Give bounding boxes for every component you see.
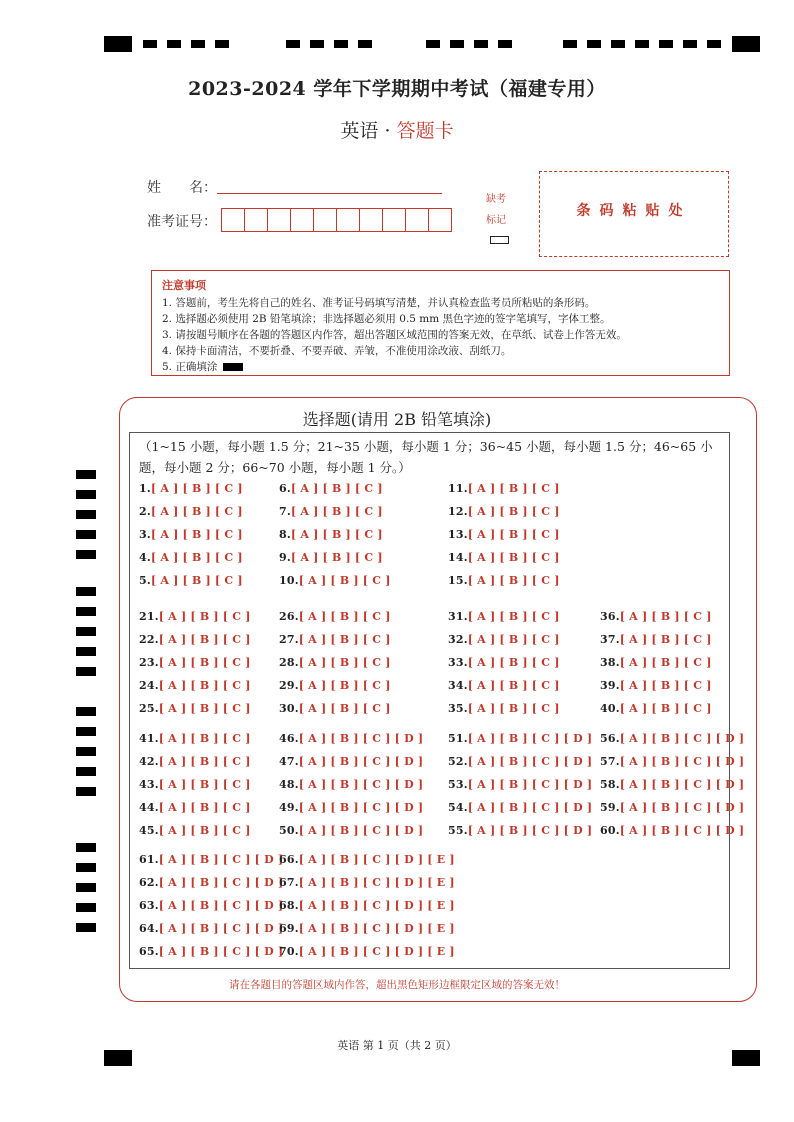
question-number: 14. [448, 551, 468, 564]
exam-id-label: 准考证号： [147, 214, 217, 230]
question-29[interactable] [279, 679, 391, 692]
answer-options[interactable]: [ A ] [ B ] [ C ] [467, 610, 560, 623]
exam-id-digit-box[interactable] [359, 208, 383, 232]
question-number: 29. [279, 679, 299, 692]
question-number: 22. [139, 633, 159, 646]
question-50[interactable] [279, 824, 423, 837]
question-number: 53. [448, 778, 468, 791]
timing-mark [76, 470, 96, 479]
question-25[interactable] [139, 702, 251, 715]
timing-mark [498, 40, 512, 48]
question-number: 45. [139, 824, 159, 837]
question-number: 67. [279, 876, 299, 889]
timing-mark [76, 903, 96, 912]
question-number: 32. [448, 633, 468, 646]
question-number: 6. [279, 482, 291, 495]
question-number: 47. [279, 755, 299, 768]
answer-options[interactable]: [ A ] [ B ] [ C ] [ D ] [ E ] [298, 853, 455, 866]
question-30[interactable] [279, 702, 391, 715]
exam-id-digit-box[interactable] [336, 208, 360, 232]
answer-options[interactable]: [ A ] [ B ] [ C ] [ D ] [298, 824, 424, 837]
absent-label-1: 缺考 [486, 194, 506, 205]
timing-mark [76, 490, 96, 499]
notice-item: 4. 保持卡面清洁，不要折叠、不要弄破、弄皱，不准使用涂改液、刮纸刀。 [162, 345, 512, 357]
exam-id-digit-box[interactable] [313, 208, 337, 232]
answer-options[interactable]: [ A ] [ B ] [ C ] [298, 656, 391, 669]
answer-options[interactable]: [ A ] [ B ] [ C ] [619, 656, 712, 669]
question-number: 24. [139, 679, 159, 692]
answer-options[interactable]: [ A ] [ B ] [ C ] [467, 633, 560, 646]
question-11[interactable] [448, 482, 560, 495]
question-number: 48. [279, 778, 299, 791]
question-number: 49. [279, 801, 299, 814]
answer-options[interactable]: [ A ] [ B ] [ C ] [158, 633, 251, 646]
timing-mark [450, 40, 464, 48]
question-number: 21. [139, 610, 159, 623]
question-5[interactable] [139, 574, 243, 587]
question-47[interactable] [279, 755, 423, 768]
exam-id-digit-box[interactable] [244, 208, 268, 232]
exam-id-digit-box[interactable] [428, 208, 452, 232]
question-number: 3. [139, 528, 151, 541]
question-31[interactable] [448, 610, 560, 623]
question-number: 28. [279, 656, 299, 669]
question-52[interactable] [448, 755, 592, 768]
answer-options[interactable]: [ A ] [ B ] [ C ] [467, 482, 560, 495]
answer-options[interactable]: [ A ] [ B ] [ C ] [158, 755, 251, 768]
exam-id-boxes[interactable] [221, 208, 451, 232]
question-number: 38. [600, 656, 620, 669]
question-number: 30. [279, 702, 299, 715]
notice-item-text: 5. 正确填涂 [162, 361, 218, 373]
question-number: 9. [279, 551, 291, 564]
answer-options[interactable]: [ A ] [ B ] [ C ] [467, 505, 560, 518]
question-57[interactable] [600, 755, 744, 768]
timing-mark [76, 747, 96, 756]
notice-item: 2. 选择题必须使用 2B 铅笔填涂；非选择题必须用 0.5 mm 黑色字迹的签字笔填写，字体工整。 [162, 313, 611, 325]
question-33[interactable] [448, 656, 560, 669]
timing-mark [191, 40, 205, 48]
timing-mark [76, 863, 96, 872]
question-number: 12. [448, 505, 468, 518]
question-35[interactable] [448, 702, 560, 715]
answer-options[interactable]: [ A ] [ B ] [ C ] [ D ] [619, 801, 745, 814]
answer-options[interactable]: [ A ] [ B ] [ C ] [150, 482, 243, 495]
answer-options[interactable]: [ A ] [ B ] [ C ] [ D ] [ E ] [298, 945, 455, 958]
question-66[interactable] [279, 853, 455, 866]
question-number: 23. [139, 656, 159, 669]
timing-mark [563, 40, 577, 48]
question-13[interactable] [448, 528, 560, 541]
answer-options[interactable]: [ A ] [ B ] [ C ] [ D ] [619, 824, 745, 837]
question-2[interactable] [139, 505, 243, 518]
question-54[interactable] [448, 801, 592, 814]
answer-options[interactable]: [ A ] [ B ] [ C ] [298, 633, 391, 646]
question-number: 41. [139, 732, 159, 745]
question-26[interactable] [279, 610, 391, 623]
question-41[interactable] [139, 732, 251, 745]
question-68[interactable] [279, 899, 455, 912]
question-number: 51. [448, 732, 468, 745]
timing-mark [659, 40, 673, 48]
question-49[interactable] [279, 801, 423, 814]
answer-options[interactable]: [ A ] [ B ] [ C ] [467, 574, 560, 587]
answer-options[interactable]: [ A ] [ B ] [ C ] [158, 732, 251, 745]
question-38[interactable] [600, 656, 712, 669]
question-number: 68. [279, 899, 299, 912]
answer-options[interactable]: [ A ] [ B ] [ C ] [ D ] [467, 755, 593, 768]
answer-options[interactable]: [ A ] [ B ] [ C ] [ D ] [467, 801, 593, 814]
timing-mark [76, 530, 96, 539]
answer-options[interactable]: [ A ] [ B ] [ C ] [619, 702, 712, 715]
question-number: 46. [279, 732, 299, 745]
question-number: 50. [279, 824, 299, 837]
corner-mark-top-right [732, 36, 760, 52]
question-7[interactable] [279, 505, 383, 518]
question-32[interactable] [448, 633, 560, 646]
answer-options[interactable]: [ A ] [ B ] [ C ] [619, 679, 712, 692]
timing-mark [358, 40, 372, 48]
question-number: 70. [279, 945, 299, 958]
timing-mark [215, 40, 229, 48]
question-10[interactable] [279, 574, 391, 587]
question-number: 58. [600, 778, 620, 791]
timing-mark [76, 550, 96, 559]
barcode-area [539, 171, 729, 257]
question-number: 62. [139, 876, 159, 889]
question-34[interactable] [448, 679, 560, 692]
question-65[interactable] [139, 945, 283, 958]
notice-item: 1. 答题前，考生先将自己的姓名、准考证号码填写清楚，并认真检查监考员所粘贴的条形码。 [162, 297, 596, 309]
answer-options[interactable]: [ A ] [ B ] [ C ] [ D ] [298, 778, 424, 791]
question-43[interactable] [139, 778, 251, 791]
question-number: 56. [600, 732, 620, 745]
question-number: 64. [139, 922, 159, 935]
answer-options[interactable]: [ A ] [ B ] [ C ] [298, 610, 391, 623]
card-subtitle [0, 116, 794, 143]
notice-item [162, 359, 719, 375]
question-number: 36. [600, 610, 620, 623]
question-45[interactable] [139, 824, 251, 837]
question-number: 7. [279, 505, 291, 518]
answer-options[interactable]: [ A ] [ B ] [ C ] [290, 551, 383, 564]
timing-mark [76, 923, 96, 932]
answer-options[interactable]: [ A ] [ B ] [ C ] [619, 610, 712, 623]
question-number: 26. [279, 610, 299, 623]
answer-options[interactable]: [ A ] [ B ] [ C ] [ D ] [158, 922, 284, 935]
question-number: 66. [279, 853, 299, 866]
question-number: 10. [279, 574, 299, 587]
answer-card-label: 答题卡 [396, 120, 454, 142]
notice-box [151, 270, 730, 376]
timing-mark [635, 40, 649, 48]
answer-options[interactable]: [ A ] [ B ] [ C ] [290, 528, 383, 541]
question-number: 54. [448, 801, 468, 814]
answer-options[interactable]: [ A ] [ B ] [ C ] [619, 633, 712, 646]
timing-mark [76, 647, 96, 656]
question-4[interactable] [139, 551, 243, 564]
exam-id-digit-box[interactable] [290, 208, 314, 232]
page-footer: 英语 第 1 页（共 2 页） [337, 1039, 457, 1052]
question-number: 52. [448, 755, 468, 768]
question-number: 35. [448, 702, 468, 715]
scoring-note: （1~15 小题，每小题 1.5 分；21~35 小题，每小题 1 分；36~45 小题，每小题 1.5 分；46~65 小题，每小题 2 分；66~70 小题，每小题 1 分。） [139, 439, 713, 475]
question-number: 39. [600, 679, 620, 692]
question-27[interactable] [279, 633, 391, 646]
answer-options[interactable]: [ A ] [ B ] [ C ] [ D ] [ E ] [298, 922, 455, 935]
barcode-label: 条码粘贴处 [576, 203, 692, 219]
question-number: 42. [139, 755, 159, 768]
answer-options[interactable]: [ A ] [ B ] [ C ] [158, 679, 251, 692]
answer-options[interactable]: [ A ] [ B ] [ C ] [ D ] [ E ] [298, 876, 455, 889]
name-input-line[interactable] [217, 193, 442, 194]
section-title: 选择题(请用 2B 铅笔填涂) [302, 410, 492, 429]
timing-mark [76, 627, 96, 636]
question-44[interactable] [139, 801, 251, 814]
question-number: 37. [600, 633, 620, 646]
answer-options[interactable]: [ A ] [ B ] [ C ] [298, 679, 391, 692]
answer-options[interactable]: [ A ] [ B ] [ C ] [ D ] [298, 801, 424, 814]
timing-mark [707, 40, 721, 48]
question-number: 59. [600, 801, 620, 814]
question-51[interactable] [448, 732, 592, 745]
answer-options[interactable]: [ A ] [ B ] [ C ] [467, 702, 560, 715]
timing-mark [334, 40, 348, 48]
question-61[interactable] [139, 853, 283, 866]
answer-options[interactable]: [ A ] [ B ] [ C ] [ D ] [619, 755, 745, 768]
exam-id-digit-box[interactable] [221, 208, 245, 232]
question-69[interactable] [279, 922, 455, 935]
absent-mark-box[interactable] [490, 236, 509, 244]
question-58[interactable] [600, 778, 744, 791]
answer-options[interactable]: [ A ] [ B ] [ C ] [ D ] [ E ] [298, 899, 455, 912]
answer-options[interactable]: [ A ] [ B ] [ C ] [ D ] [158, 876, 284, 889]
exam-title: 2023-2024 学年下学期期中考试（福建专用） [188, 78, 606, 100]
question-number: 57. [600, 755, 620, 768]
question-63[interactable] [139, 899, 283, 912]
timing-mark [474, 40, 488, 48]
answer-options[interactable]: [ A ] [ B ] [ C ] [158, 610, 251, 623]
question-number: 31. [448, 610, 468, 623]
question-42[interactable] [139, 755, 251, 768]
question-number: 40. [600, 702, 620, 715]
question-number: 8. [279, 528, 291, 541]
question-48[interactable] [279, 778, 423, 791]
answer-area-warning: 请在各题目的答题区域内作答，超出黑色矩形边框限定区域的答案无效！ [229, 979, 565, 991]
answer-options[interactable]: [ A ] [ B ] [ C ] [ D ] [298, 732, 424, 745]
question-6[interactable] [279, 482, 383, 495]
question-number: 65. [139, 945, 159, 958]
question-39[interactable] [600, 679, 712, 692]
timing-mark [76, 510, 96, 519]
answer-options[interactable]: [ A ] [ B ] [ C ] [158, 824, 251, 837]
question-14[interactable] [448, 551, 560, 564]
question-21[interactable] [139, 610, 251, 623]
question-number: 25. [139, 702, 159, 715]
question-67[interactable] [279, 876, 455, 889]
question-number: 43. [139, 778, 159, 791]
question-15[interactable] [448, 574, 560, 587]
answer-options[interactable]: [ A ] [ B ] [ C ] [ D ] [467, 824, 593, 837]
question-number: 60. [600, 824, 620, 837]
answer-options[interactable]: [ A ] [ B ] [ C ] [ D ] [158, 899, 284, 912]
answer-options[interactable]: [ A ] [ B ] [ C ] [ D ] [158, 853, 284, 866]
question-62[interactable] [139, 876, 283, 889]
question-number: 2. [139, 505, 151, 518]
answer-options[interactable]: [ A ] [ B ] [ C ] [158, 801, 251, 814]
question-number: 63. [139, 899, 159, 912]
question-number: 1. [139, 482, 151, 495]
answer-options[interactable]: [ A ] [ B ] [ C ] [467, 551, 560, 564]
timing-mark [76, 727, 96, 736]
timing-mark [76, 843, 96, 852]
subject-label: 英语 [340, 120, 379, 142]
question-46[interactable] [279, 732, 423, 745]
question-8[interactable] [279, 528, 383, 541]
question-1[interactable] [139, 482, 243, 495]
timing-mark [76, 667, 96, 676]
question-53[interactable] [448, 778, 592, 791]
timing-mark [76, 707, 96, 716]
question-number: 69. [279, 922, 299, 935]
timing-mark [683, 40, 697, 48]
answer-options[interactable]: [ A ] [ B ] [ C ] [150, 528, 243, 541]
question-55[interactable] [448, 824, 592, 837]
exam-id-digit-box[interactable] [382, 208, 406, 232]
timing-mark [76, 767, 96, 776]
answer-options[interactable]: [ A ] [ B ] [ C ] [290, 505, 383, 518]
answer-options[interactable]: [ A ] [ B ] [ C ] [467, 528, 560, 541]
answer-options[interactable]: [ A ] [ B ] [ C ] [290, 482, 383, 495]
name-label: 姓 名： [147, 180, 217, 196]
question-number: 11. [448, 482, 468, 495]
question-40[interactable] [600, 702, 712, 715]
question-number: 61. [139, 853, 159, 866]
timing-mark [76, 607, 96, 616]
question-number: 5. [139, 574, 151, 587]
question-number: 4. [139, 551, 151, 564]
answer-options[interactable]: [ A ] [ B ] [ C ] [150, 574, 243, 587]
answer-options[interactable]: [ A ] [ B ] [ C ] [158, 778, 251, 791]
timing-mark [76, 787, 96, 796]
timing-mark [426, 40, 440, 48]
question-number: 13. [448, 528, 468, 541]
question-60[interactable] [600, 824, 744, 837]
question-36[interactable] [600, 610, 712, 623]
answer-options[interactable]: [ A ] [ B ] [ C ] [ D ] [158, 945, 284, 958]
question-number: 55. [448, 824, 468, 837]
separator-dot: · [384, 120, 391, 142]
question-12[interactable] [448, 505, 560, 518]
timing-mark [76, 883, 96, 892]
answer-options[interactable]: [ A ] [ B ] [ C ] [ D ] [467, 778, 593, 791]
answer-options[interactable]: [ A ] [ B ] [ C ] [150, 505, 243, 518]
exam-id-digit-box[interactable] [267, 208, 291, 232]
question-56[interactable] [600, 732, 744, 745]
question-number: 44. [139, 801, 159, 814]
answer-options[interactable]: [ A ] [ B ] [ C ] [ D ] [619, 732, 745, 745]
question-59[interactable] [600, 801, 744, 814]
timing-mark [286, 40, 300, 48]
question-28[interactable] [279, 656, 391, 669]
question-9[interactable] [279, 551, 383, 564]
exam-id-digit-box[interactable] [405, 208, 429, 232]
timing-mark [76, 587, 96, 596]
answer-options[interactable]: [ A ] [ B ] [ C ] [ D ] [298, 755, 424, 768]
question-23[interactable] [139, 656, 251, 669]
question-70[interactable] [279, 945, 455, 958]
correct-fill-sample [223, 363, 243, 371]
question-24[interactable] [139, 679, 251, 692]
answer-options[interactable]: [ A ] [ B ] [ C ] [298, 702, 391, 715]
question-number: 15. [448, 574, 468, 587]
notice-item: 3. 请按题号顺序在各题的答题区内作答，超出答题区域范围的答案无效，在草纸、试卷上作答无效。 [162, 329, 627, 341]
question-3[interactable] [139, 528, 243, 541]
timing-mark [167, 40, 181, 48]
answer-options[interactable]: [ A ] [ B ] [ C ] [150, 551, 243, 564]
question-number: 27. [279, 633, 299, 646]
answer-options[interactable]: [ A ] [ B ] [ C ] [ D ] [467, 732, 593, 745]
answer-options[interactable]: [ A ] [ B ] [ C ] [158, 656, 251, 669]
answer-options[interactable]: [ A ] [ B ] [ C ] [467, 656, 560, 669]
absent-label-2: 标记 [486, 215, 506, 226]
question-37[interactable] [600, 633, 712, 646]
answer-options[interactable]: [ A ] [ B ] [ C ] [ D ] [619, 778, 745, 791]
corner-mark-top-left [104, 36, 132, 52]
question-22[interactable] [139, 633, 251, 646]
question-number: 34. [448, 679, 468, 692]
notice-title: 注意事项 [162, 279, 206, 292]
answer-options[interactable]: [ A ] [ B ] [ C ] [158, 702, 251, 715]
question-number: 33. [448, 656, 468, 669]
answer-options[interactable]: [ A ] [ B ] [ C ] [467, 679, 560, 692]
timing-mark [587, 40, 601, 48]
timing-mark [143, 40, 157, 48]
question-64[interactable] [139, 922, 283, 935]
timing-mark [611, 40, 625, 48]
timing-mark [310, 40, 324, 48]
answer-options[interactable]: [ A ] [ B ] [ C ] [298, 574, 391, 587]
